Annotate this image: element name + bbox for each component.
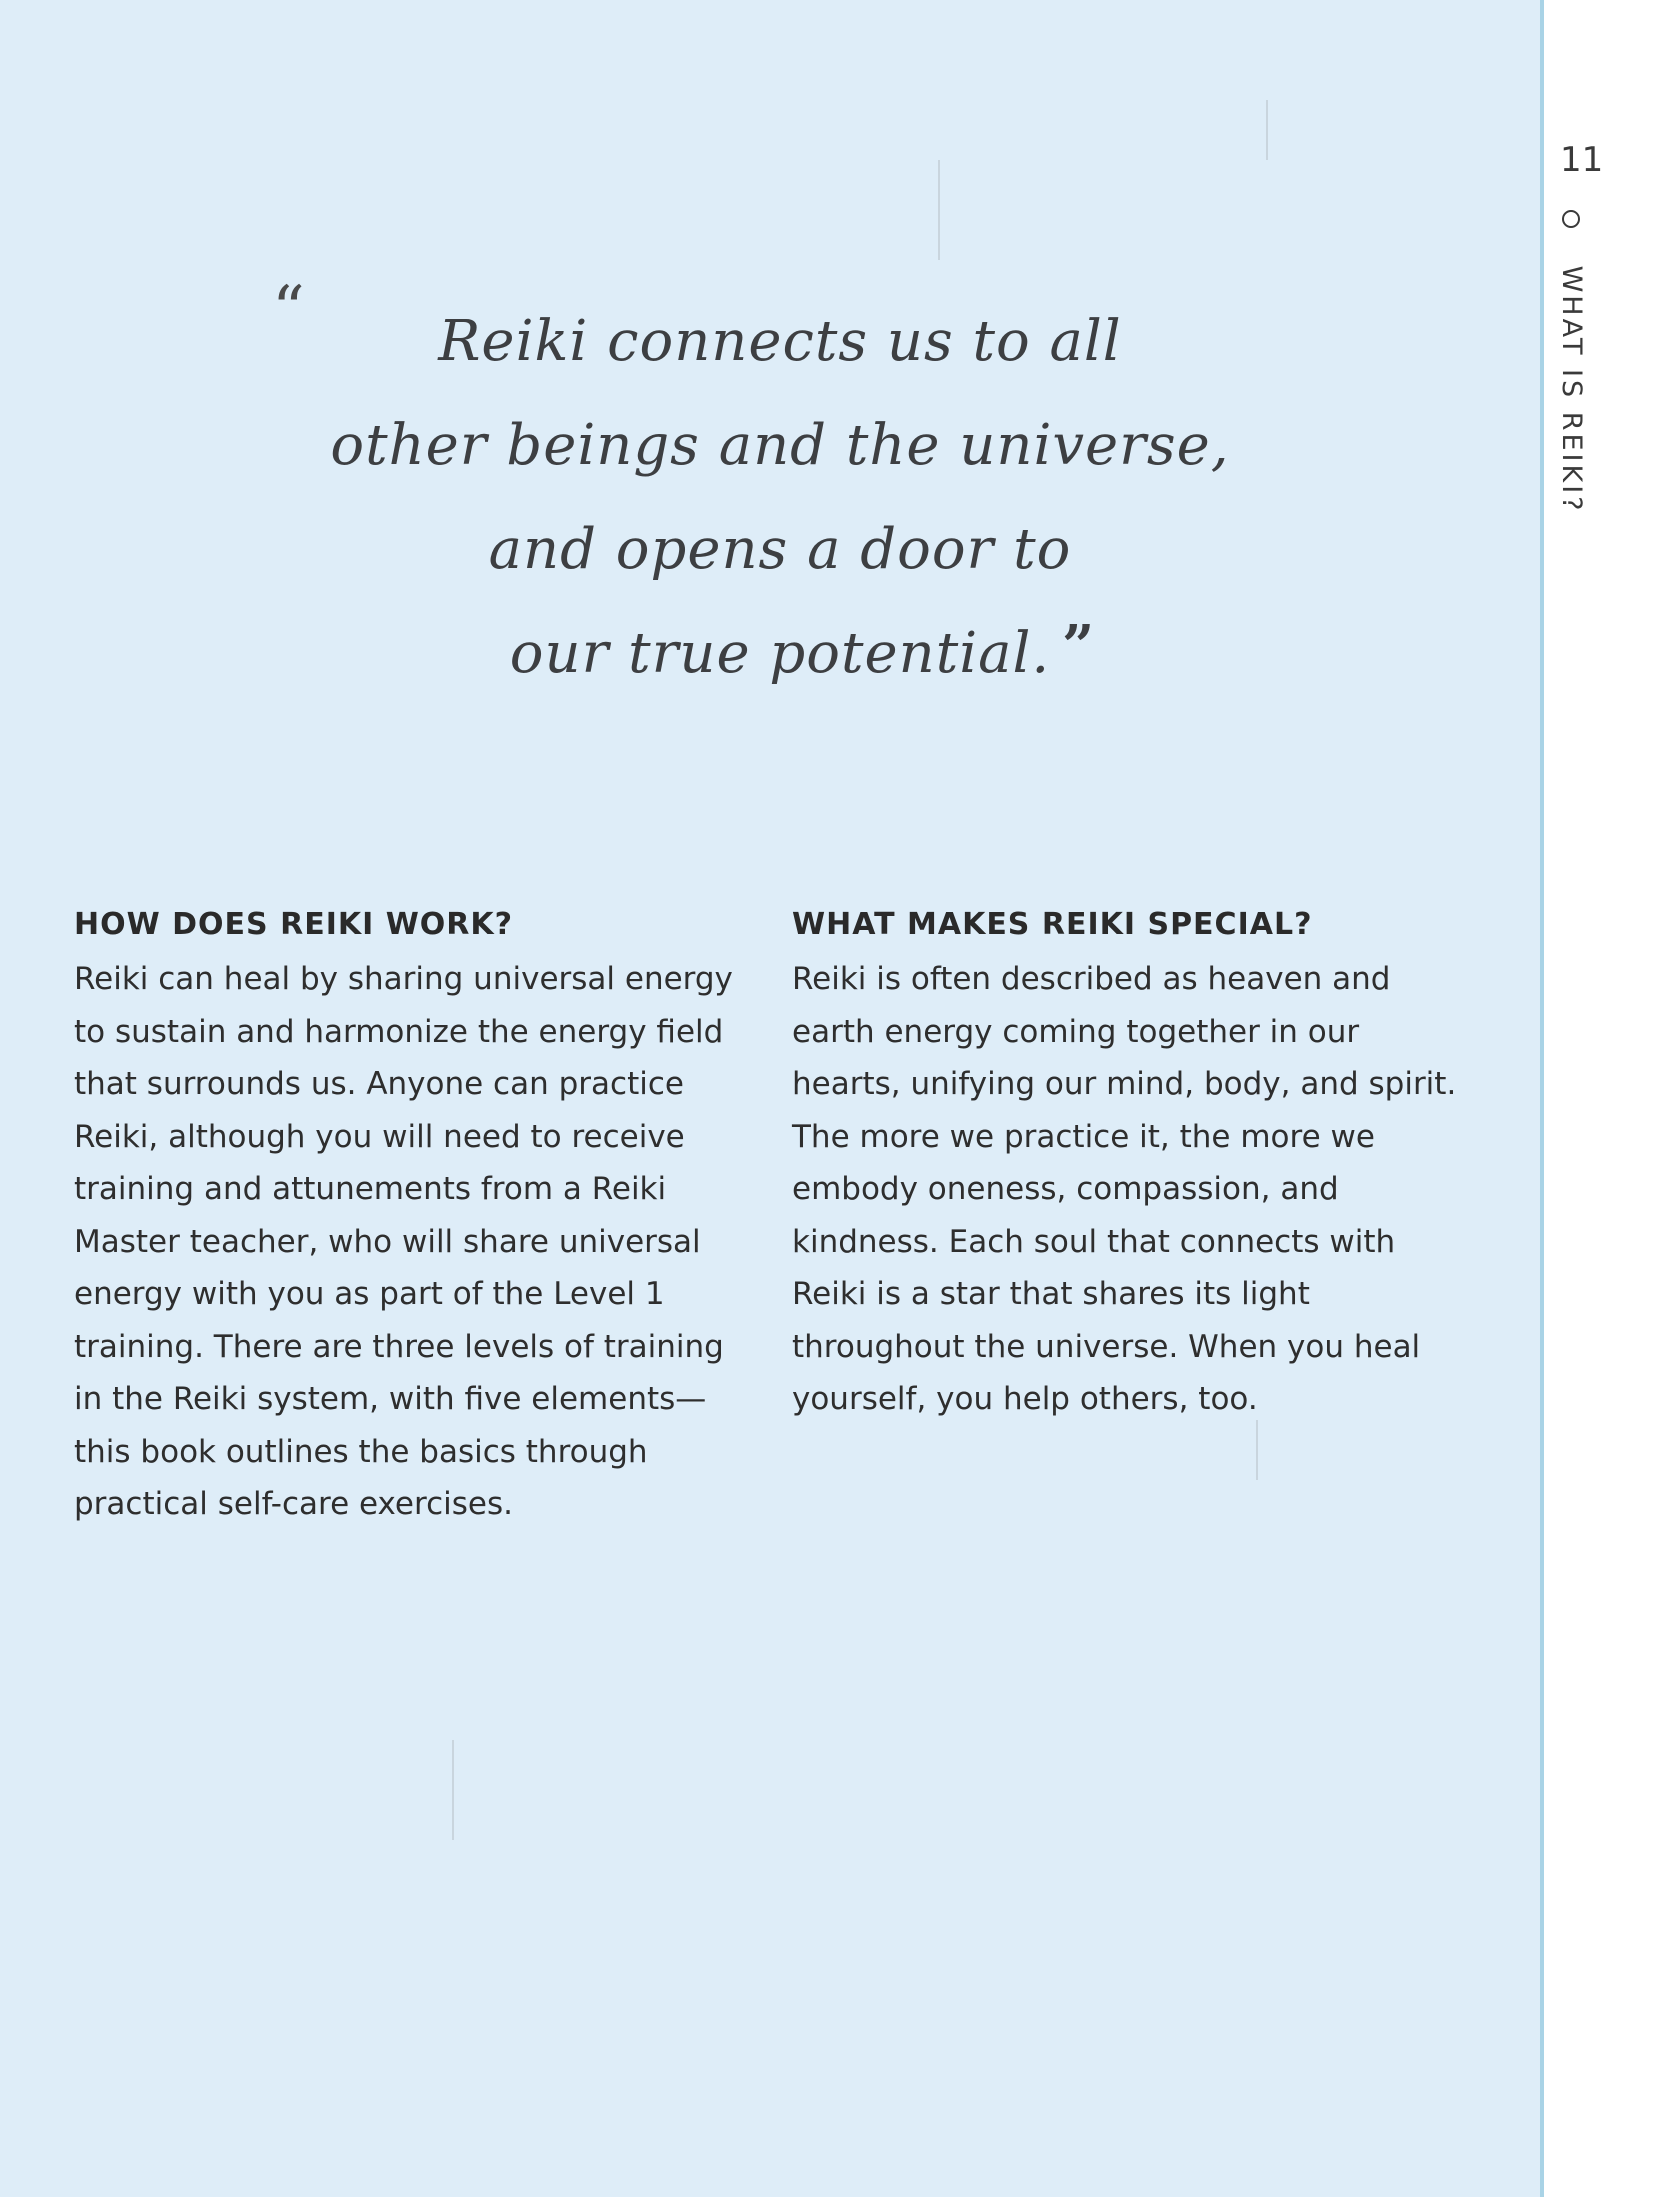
section-how-reiki-works <box>74 905 754 1531</box>
scan-mark <box>452 1740 454 1840</box>
open-quote-mark: “ <box>272 273 305 347</box>
quote-line: Reiki connects us to all <box>438 309 1122 374</box>
pull-quote <box>260 290 1300 706</box>
running-head-text: WHAT IS REIKI? <box>1556 265 1587 514</box>
close-quote-mark: ” <box>1062 613 1095 679</box>
section-heading: HOW DOES REIKI WORK? <box>74 907 514 942</box>
quote-line: our true potential. <box>509 621 1051 686</box>
quote-line: other beings and the universe, <box>330 413 1230 478</box>
scan-mark <box>1266 100 1268 160</box>
scan-mark <box>1256 1420 1258 1480</box>
section-body: Reiki can heal by sharing universal energy to sustain and harmonize the energy field that surrounds us. Anyone can practice Reiki, although you will need to receive training and attunements from a Reiki Master teacher, who will share universal energy with you as part of the Level 1 training. There are three levels of training in the Reiki system, with five elements—this book outlines the basics through practical self-care exercises. <box>74 961 733 1522</box>
section-what-makes-reiki-special <box>792 905 1472 1426</box>
section-body: Reiki is often described as heaven and earth energy coming together in our hearts, unifying our mind, body, and spirit. The more we practice it, the more we embody oneness, compassion, and kindness. Each soul that connects with Reiki is a star that shares its light throughout the universe. When you heal yourself, you help others, too. <box>792 961 1457 1417</box>
page-number: 11 <box>1560 140 1604 180</box>
scan-mark <box>938 160 940 260</box>
section-heading: WHAT MAKES REIKI SPECIAL? <box>792 907 1313 942</box>
quote-line: and opens a door to <box>488 517 1072 582</box>
running-head <box>1556 210 1587 514</box>
circle-icon <box>1562 210 1580 228</box>
